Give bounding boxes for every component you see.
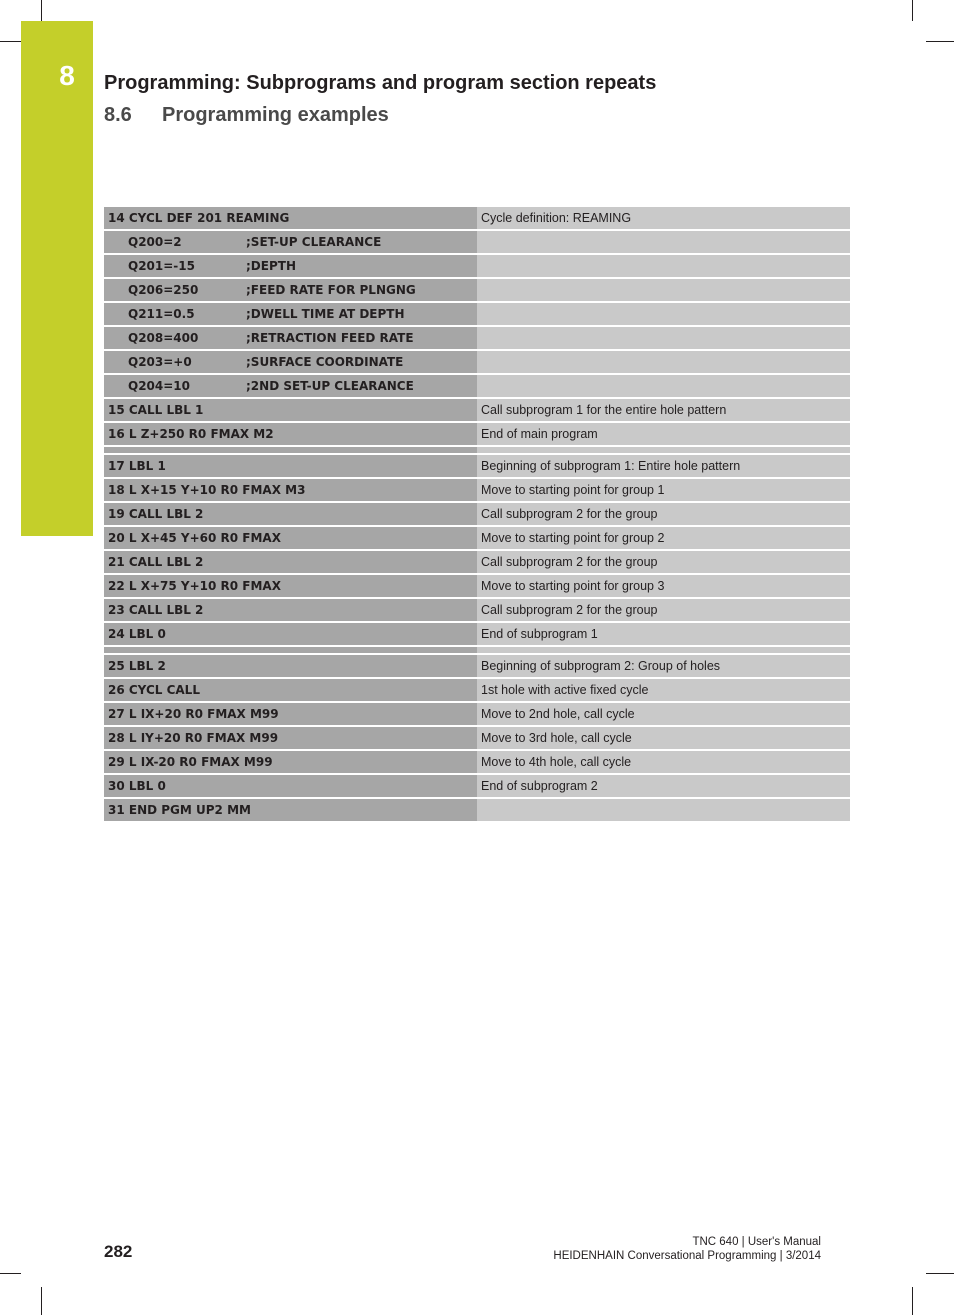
description-cell: Call subprogram 2 for the group [477,598,850,622]
description-cell [477,230,850,254]
gap-cell [104,646,477,654]
section-title [104,104,389,127]
description-cell: Cycle definition: REAMING [477,207,850,230]
section-name: Programming examples [162,104,389,126]
description-cell: Move to 4th hole, call cycle [477,750,850,774]
nc-code-cell: 18 L X+15 Y+10 R0 FMAX M3 [104,478,477,502]
description-cell: Move to 3rd hole, call cycle [477,726,850,750]
description-cell [477,350,850,374]
parameter-comment: ;FEED RATE FOR PLNGNG [246,283,416,297]
program-line-row [104,750,850,774]
parameter-name: Q206=250 [128,283,199,297]
program-line-row [104,550,850,574]
description-cell: End of main program [477,422,850,446]
crop-mark [912,1287,913,1315]
parameter-cell [104,326,477,350]
description-cell: End of subprogram 2 [477,774,850,798]
description-cell: Beginning of subprogram 2: Group of holes [477,654,850,678]
nc-code-cell: 21 CALL LBL 2 [104,550,477,574]
parameter-cell [104,230,477,254]
parameter-cell [104,350,477,374]
program-line-row [104,774,850,798]
gap-cell [477,646,850,654]
description-cell [477,374,850,398]
description-cell: Move to starting point for group 2 [477,526,850,550]
nc-code-cell: 29 L IX-20 R0 FMAX M99 [104,750,477,774]
parameter-row [104,350,850,374]
gap-cell [477,446,850,454]
parameter-row [104,302,850,326]
page-number: 282 [104,1242,133,1261]
description-cell [477,302,850,326]
crop-mark [41,0,42,21]
parameter-name: Q211=0.5 [128,307,195,321]
manual-title: TNC 640 | User's Manual [692,1236,821,1248]
parameter-name: Q204=10 [128,379,191,393]
parameter-name: Q201=-15 [128,259,195,273]
program-line-row [104,478,850,502]
chapter-title: Programming: Subprograms and program section repeats [104,72,657,94]
nc-code-cell: 22 L X+75 Y+10 R0 FMAX [104,574,477,598]
program-line-row [104,502,850,526]
footer-manual-info [553,1235,821,1263]
chapter-tab [21,21,93,536]
description-cell [477,798,850,822]
parameter-comment: ;DEPTH [246,259,296,273]
description-cell: Beginning of subprogram 1: Entire hole pattern [477,454,850,478]
crop-mark [41,1287,42,1315]
separator-row [104,446,850,454]
program-listing-table [104,207,850,823]
parameter-name: Q208=400 [128,331,199,345]
crop-mark [926,41,954,42]
section-number: 8.6 [104,104,132,126]
crop-mark [0,41,21,42]
parameter-comment: ;RETRACTION FEED RATE [246,331,414,345]
description-cell [477,254,850,278]
nc-code-cell: 27 L IX+20 R0 FMAX M99 [104,702,477,726]
description-cell: Call subprogram 1 for the entire hole pattern [477,398,850,422]
parameter-comment: ;2ND SET-UP CLEARANCE [246,379,414,393]
description-cell: Move to starting point for group 3 [477,574,850,598]
nc-code-cell: 17 LBL 1 [104,454,477,478]
parameter-name: Q203=+0 [128,355,192,369]
program-line-row [104,454,850,478]
description-cell: Call subprogram 2 for the group [477,502,850,526]
parameter-row [104,230,850,254]
nc-code-cell: 15 CALL LBL 1 [104,398,477,422]
nc-code-cell: 19 CALL LBL 2 [104,502,477,526]
parameter-row [104,326,850,350]
nc-code-cell: 20 L X+45 Y+60 R0 FMAX [104,526,477,550]
parameter-comment: ;DWELL TIME AT DEPTH [246,307,405,321]
parameter-comment: ;SURFACE COORDINATE [246,355,404,369]
parameter-row [104,278,850,302]
description-cell [477,278,850,302]
program-line-row [104,726,850,750]
separator-row [104,646,850,654]
description-cell: End of subprogram 1 [477,622,850,646]
program-line-row [104,422,850,446]
program-line-row [104,798,850,822]
parameter-row [104,254,850,278]
parameter-name: Q200=2 [128,235,182,249]
nc-code-cell: 30 LBL 0 [104,774,477,798]
program-line-row [104,207,850,230]
description-cell [477,326,850,350]
description-cell: 1st hole with active fixed cycle [477,678,850,702]
nc-code-cell: 14 CYCL DEF 201 REAMING [104,207,477,230]
parameter-cell [104,278,477,302]
crop-mark [912,0,913,21]
crop-mark [0,1273,21,1274]
description-cell: Move to 2nd hole, call cycle [477,702,850,726]
parameter-comment: ;SET-UP CLEARANCE [246,235,382,249]
nc-code-cell: 24 LBL 0 [104,622,477,646]
nc-code-cell: 31 END PGM UP2 MM [104,798,477,822]
chapter-number: 8 [59,60,75,91]
parameter-row [104,374,850,398]
program-line-row [104,702,850,726]
nc-code-cell: 25 LBL 2 [104,654,477,678]
program-line-row [104,654,850,678]
program-line-row [104,622,850,646]
parameter-cell [104,302,477,326]
gap-cell [104,446,477,454]
program-line-row [104,598,850,622]
nc-code-cell: 28 L IY+20 R0 FMAX M99 [104,726,477,750]
parameter-cell [104,254,477,278]
nc-code-cell: 23 CALL LBL 2 [104,598,477,622]
program-line-row [104,574,850,598]
parameter-cell [104,374,477,398]
nc-code-cell: 16 L Z+250 R0 FMAX M2 [104,422,477,446]
nc-code-cell: 26 CYCL CALL [104,678,477,702]
description-cell: Move to starting point for group 1 [477,478,850,502]
program-line-row [104,526,850,550]
crop-mark [926,1273,954,1274]
manual-subtitle: HEIDENHAIN Conversational Programming | 3/2014 [553,1250,821,1262]
program-line-row [104,678,850,702]
program-line-row [104,398,850,422]
description-cell: Call subprogram 2 for the group [477,550,850,574]
